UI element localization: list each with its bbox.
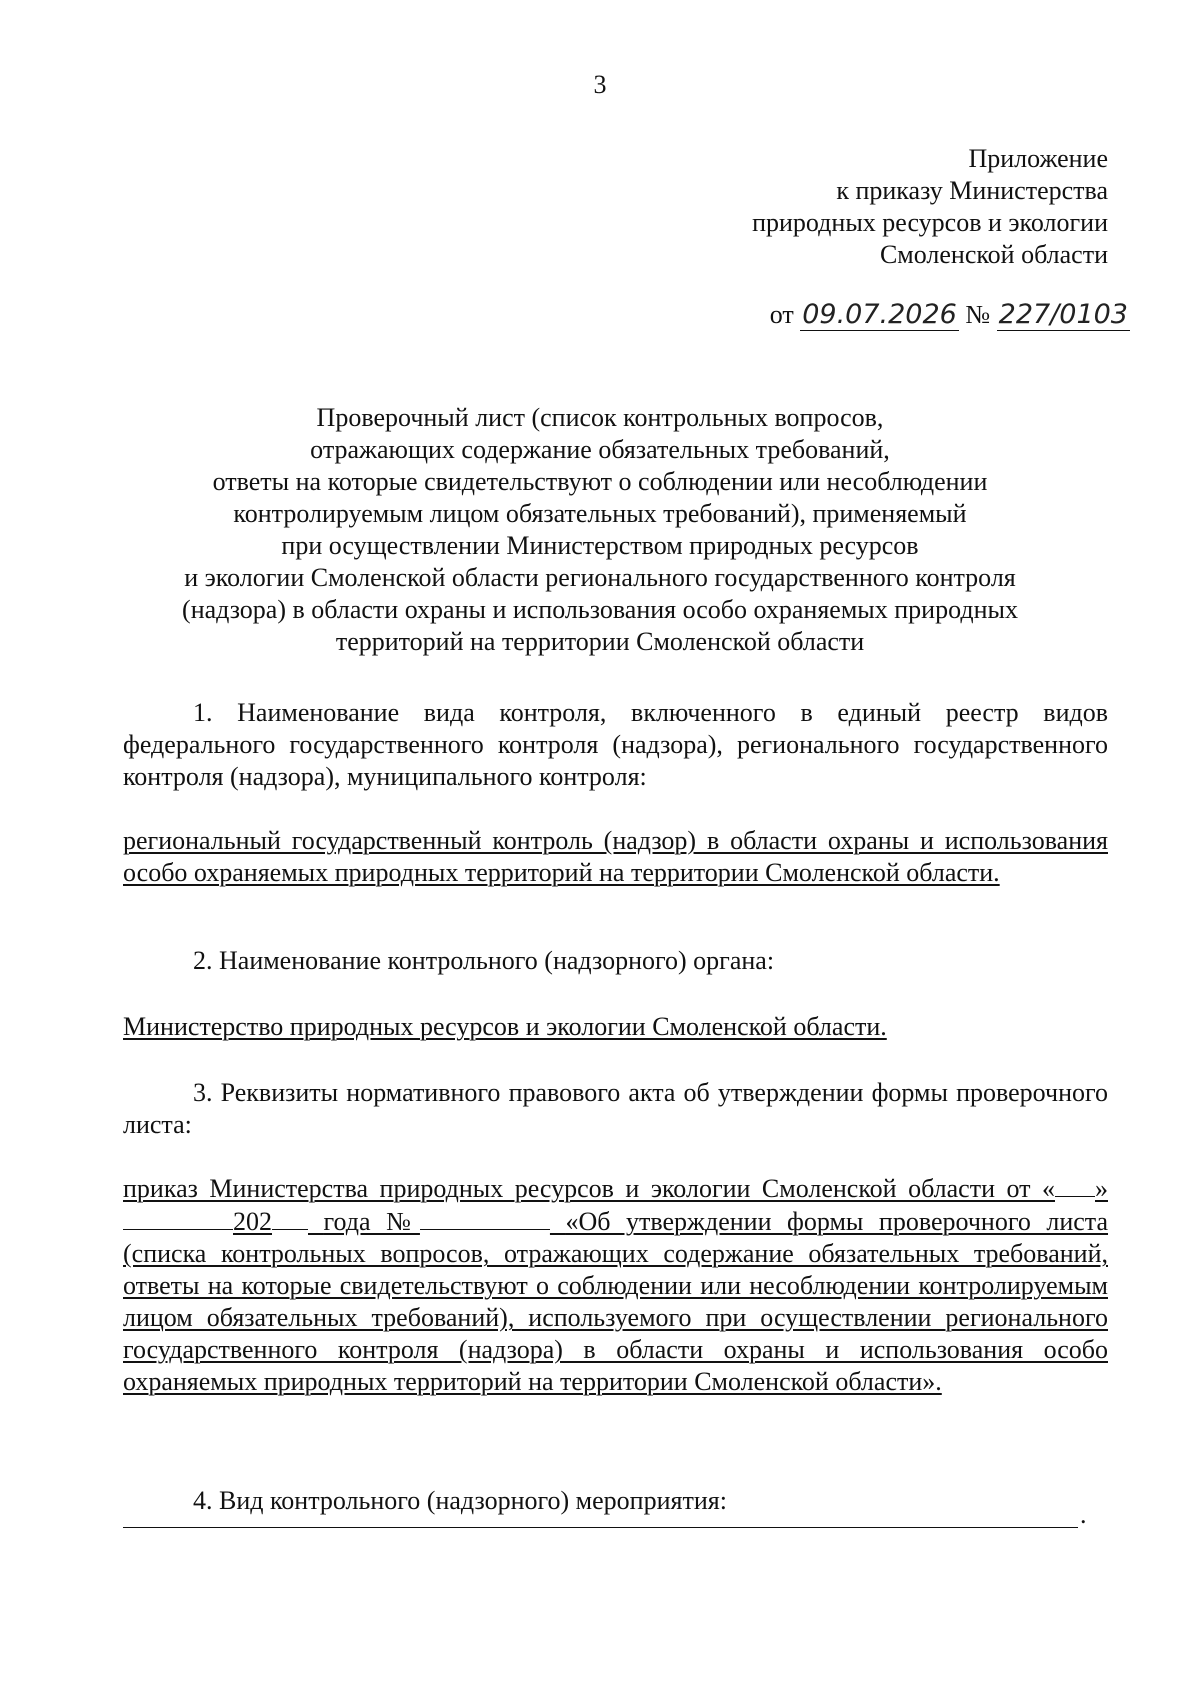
day-blank [1055, 1172, 1095, 1197]
order-date-handwritten: 09.07.2026 [802, 299, 957, 330]
title-line: территорий на территории Смоленской области [335, 627, 865, 656]
item-3-answer [123, 1172, 1108, 1398]
title-line: Проверочный лист (список контрольных вопросов, [316, 403, 884, 432]
appendix-line-3: природных ресурсов и экологии [752, 208, 1108, 237]
appendix-line-4: Смоленской области [879, 240, 1108, 269]
item-4-heading: 4. Вид контрольного (надзорного) мероприятия: [193, 1486, 727, 1515]
order-number-label: № [965, 300, 991, 329]
appendix-line-1: Приложение [968, 144, 1108, 173]
item-1-heading: 1. Наименование вида контроля, включенного в единый реестр видов федерального государственного контроля (надзора), регионального государственного контроля (надзора), муниципального контроля: [123, 698, 1108, 791]
item-3-answer-part-5: «Об утверждении формы проверочного листа (списка контрольных вопросов, отражающих содержание обязательных требований, ответы на которые свидетельствуют о соблюдении или несоблюдении контролируемым лицом обязательных требований), используемого при осуществлении регионального государственного контроля (надзора) в области охраны и использования особо охраняемых природных территорий на территории Смоленской области». [123, 1207, 1109, 1396]
number-blank [420, 1205, 550, 1230]
title-line: и экологии Смоленской области регионального государственного контроля [184, 563, 1016, 592]
order-number-handwritten: 227/0103 [998, 299, 1128, 330]
item-3-answer-part-3: 202 [233, 1207, 272, 1236]
page-number: 3 [593, 70, 607, 99]
order-reference [770, 300, 1130, 331]
month-blank [123, 1205, 233, 1230]
item-4-answer-line [123, 1527, 1078, 1528]
title-line: ответы на которые свидетельствуют о соблюдении или несоблюдении [212, 467, 988, 496]
item-3-answer-part-2: » [1095, 1174, 1108, 1203]
item-3-answer-part-1: приказ Министерства природных ресурсов и экологии Смоленской области от « [123, 1174, 1055, 1203]
item-2-heading: 2. Наименование контрольного (надзорного) органа: [193, 946, 775, 975]
item-3-heading: 3. Реквизиты нормативного правового акта об утверждении формы проверочного листа: [123, 1078, 1108, 1139]
item-1-answer: региональный государственный контроль (надзор) в области охраны и использования особо охраняемых природных территорий на территории Смоленской области. [123, 826, 1108, 887]
title-line: (надзора) в области охраны и использования особо охраняемых природных [182, 595, 1018, 624]
title-line: при осуществлении Министерством природных ресурсов [281, 531, 919, 560]
item-3-answer-part-4: года № [323, 1207, 420, 1236]
order-from-label: от [769, 300, 794, 329]
document-title [130, 402, 1070, 658]
appendix-block [752, 143, 1108, 271]
item-4-trailing-dot: . [1080, 1500, 1087, 1529]
year-blank [272, 1205, 308, 1230]
appendix-line-2: к приказу Министерства [836, 176, 1108, 205]
title-line: контролируемым лицом обязательных требований), применяемый [233, 499, 967, 528]
title-line: отражающих содержание обязательных требований, [310, 435, 890, 464]
item-2-answer: Министерство природных ресурсов и экологии Смоленской области. [123, 1012, 887, 1041]
